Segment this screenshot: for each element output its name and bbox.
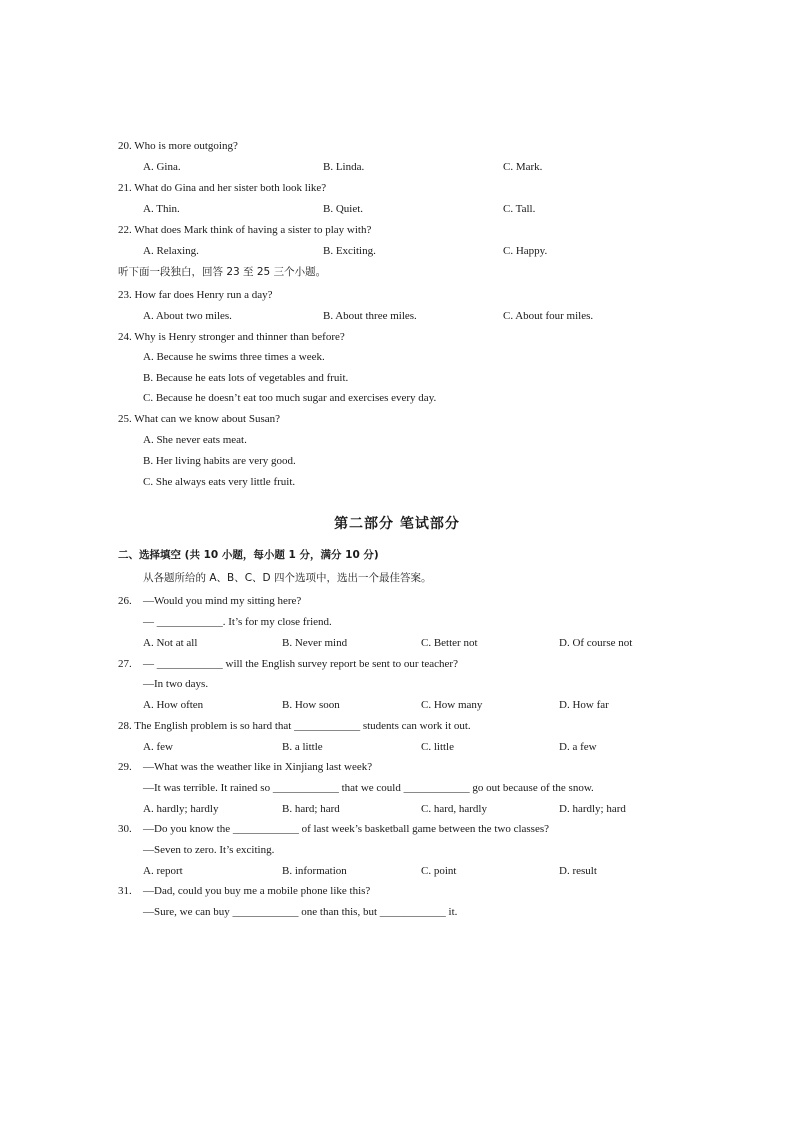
question-21-stem: 21. What do Gina and her sister both look like? — [118, 182, 327, 194]
question-28-option-b: B. a little — [282, 741, 323, 753]
question-25-option-a: A. She never eats meat. — [143, 434, 247, 446]
question-29-number: 29. — [118, 761, 132, 773]
question-30-option-b: B. information — [282, 865, 347, 877]
question-27-option-b: B. How soon — [282, 699, 340, 711]
part-two-title: 第二部分 笔试部分 — [334, 516, 460, 532]
question-22-option-a: A. Relaxing. — [143, 245, 199, 257]
question-28-option-a: A. few — [143, 741, 173, 753]
question-25-option-c: C. She always eats very little fruit. — [143, 476, 296, 488]
question-26-option-d: D. Of course not — [559, 637, 633, 649]
question-26-option-c: C. Better not — [421, 637, 478, 649]
question-29-line-1: —What was the weather like in Xinjiang last week? — [143, 761, 373, 773]
question-23-stem: 23. How far does Henry run a day? — [118, 289, 273, 301]
question-31-line-2: —Sure, we can buy ____________ one than this, but ____________ it. — [143, 906, 458, 918]
question-26-option-a: A. Not at all — [143, 637, 198, 649]
question-29-line-2: —It was terrible. It rained so ____________ that we could ____________ go out because of the snow. — [143, 782, 594, 794]
question-29-option-b: B. hard; hard — [282, 803, 340, 815]
question-26-option-b: B. Never mind — [282, 637, 348, 649]
question-22-option-b: B. Exciting. — [323, 245, 376, 257]
question-22-option-c: C. Happy. — [503, 245, 548, 257]
question-24-option-b: B. Because he eats lots of vegetables and fruit. — [143, 372, 349, 384]
question-20-stem: 20. Who is more outgoing? — [118, 140, 238, 152]
question-24-option-a: A. Because he swims three times a week. — [143, 351, 325, 363]
question-21-option-b: B. Quiet. — [323, 203, 364, 215]
question-20-option-b: B. Linda. — [323, 161, 365, 173]
monologue-instruction: 听下面一段独白，回答 23 至 25 三个小题。 — [118, 266, 327, 278]
question-25-stem: 25. What can we know about Susan? — [118, 413, 281, 425]
question-31-number: 31. — [118, 885, 132, 897]
question-26-number: 26. — [118, 595, 132, 607]
question-27-number: 27. — [118, 658, 132, 670]
section-heading: 二、选择填空 (共 10 小题，每小题 1 分，满分 10 分) — [118, 549, 379, 561]
question-28-option-c: C. little — [421, 741, 454, 753]
question-30-line-2: —Seven to zero. It’s exciting. — [143, 844, 275, 856]
question-24-option-c: C. Because he doesn’t eat too much sugar and exercises every day. — [143, 392, 437, 404]
question-21-option-a: A. Thin. — [143, 203, 180, 215]
question-24-stem: 24. Why is Henry stronger and thinner than before? — [118, 331, 345, 343]
section-instruction: 从各题所给的 A、B、C、D 四个选项中，选出一个最佳答案。 — [143, 572, 432, 584]
question-27-option-d: D. How far — [559, 699, 609, 711]
question-20-option-a: A. Gina. — [143, 161, 181, 173]
question-23-option-b: B. About three miles. — [323, 310, 417, 322]
question-26-line-1: —Would you mind my sitting here? — [143, 595, 302, 607]
question-30-number: 30. — [118, 823, 132, 835]
question-28-option-d: D. a few — [559, 741, 597, 753]
question-30-option-c: C. point — [421, 865, 457, 877]
question-28-stem: 28. The English problem is so hard that ____________ students can work it out. — [118, 720, 471, 732]
question-31-line-1: —Dad, could you buy me a mobile phone like this? — [143, 885, 371, 897]
question-29-option-a: A. hardly; hardly — [143, 803, 219, 815]
question-29-option-c: C. hard, hardly — [421, 803, 487, 815]
question-27-line-2: —In two days. — [143, 678, 209, 690]
question-27-option-c: C. How many — [421, 699, 483, 711]
question-30-option-d: D. result — [559, 865, 597, 877]
question-30-line-1: —Do you know the ____________ of last week’s basketball game between the two classes? — [143, 823, 549, 835]
question-21-option-c: C. Tall. — [503, 203, 536, 215]
question-26-line-2: — ____________. It’s for my close friend. — [143, 616, 332, 628]
question-22-stem: 22. What does Mark think of having a sister to play with? — [118, 224, 372, 236]
question-23-option-a: A. About two miles. — [143, 310, 232, 322]
question-25-option-b: B. Her living habits are very good. — [143, 455, 296, 467]
question-29-option-d: D. hardly; hard — [559, 803, 626, 815]
question-27-line-1: — ____________ will the English survey report be sent to our teacher? — [143, 658, 458, 670]
question-23-option-c: C. About four miles. — [503, 310, 594, 322]
question-27-option-a: A. How often — [143, 699, 204, 711]
question-20-option-c: C. Mark. — [503, 161, 543, 173]
question-30-option-a: A. report — [143, 865, 183, 877]
